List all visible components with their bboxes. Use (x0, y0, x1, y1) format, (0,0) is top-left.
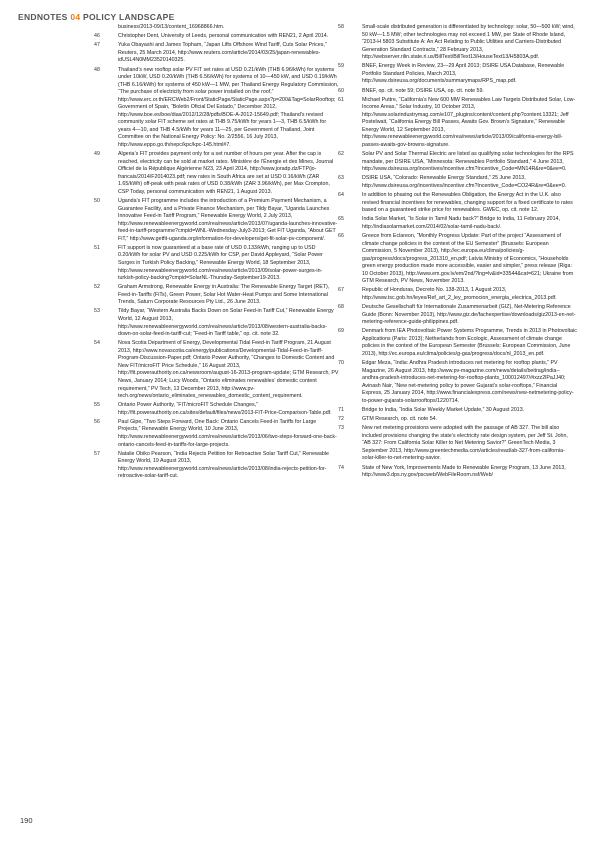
endnote-number: 66 (338, 232, 344, 239)
endnote-number: 69 (338, 328, 344, 335)
header-prefix: ENDNOTES (18, 12, 68, 22)
endnote-number: 48 (94, 66, 100, 73)
endnote-text: New net metering provisions were adopted with the passage of AB 327. The bill also included provisions changing the state’s electricity rate design system, per Jeff St. John, “AB 327: From California Solar Killer to Net Metering Savior?” GreenTech Media, 3 September 2013, http://www.greentechmedia.com/articles/read/ab-327-from-california-solar-killer-to-net-metering-savior. (362, 425, 568, 462)
endnote-text: Algeria’s FIT provides payment only for a set number of hours per year. After the cap is reached, electricity can be sold at market rates. Ministère de l’Énergie et des Mines, Journal Officiel de la République Algérienne N23, 23 April 2014, http://www.joradp.dz/FTP/jo-francais/2014/F2014023.pdf; new rates in South Africa are set at USD 0.16/kWh (ZAR 1.65/kWh) off-peak with peak rates of USD 0.38/kWh (ZAR 3.96/kWh), per Max Crompton, CSP Today, personal communication with REN21, 1 August 2013. (118, 151, 334, 195)
endnote-text: GTM Research, op. cit. note 54. (362, 416, 438, 423)
endnote-text: FIT support is now guaranteed at a base rate of USD 0.133/kWh, ranging up to USD 0.20/kWh for solar PV and USD 0.225/kWh for CSP, per David Appleyard, “Solar Power Surges in Turkish Policy Backing,” Renewable Energy World, 18 September 2013, http://www.renewableenergyworld.com/rea/news/article/2013/09/solar-power-surges-in-turkish-policy-backing?cmpid=SolarNL-Thursday-September19-2013. (118, 244, 323, 282)
endnotes-right-column (338, 24, 578, 481)
endnote (338, 151, 578, 174)
endnote-text: India Solar Market, “Is Solar in Tamil Nadu back?” Bridge to India, 11 February 2014, http://indiasolarmarket.com/2014/02/solar-tamil-nadu-back/. (362, 216, 560, 230)
endnote (94, 419, 339, 449)
endnote-text: Tildy Bayar, “Western Australia Backs Down on Solar Feed-in Tariff Cut,” Renewable Energy World, 12 August 2013, http://www.renewableenergyworld.com/rea/news/article/2013/08/western-australia-backs-down-on-solar-feed-in-tariff-cut; “Feed-in Tariff table,” op. cit. note 32. (118, 308, 334, 338)
endnote-text: Graham Armstrong, Renewable Energy in Australia: The Renewable Energy Target (RET), Feed-in-Tariffs (FiTs), Green Power, Solar Hot Water-Heat Pumps and Some International Trends, Saturn Corporate Resources Pty Ltd., 26 June 2013. (118, 284, 330, 306)
header-title: POLICY LANDSCAPE (83, 12, 175, 22)
endnote-number: 65 (338, 216, 344, 223)
endnote (338, 175, 578, 190)
endnote (338, 216, 578, 231)
endnote-text: Deutsche Gesellschaft für Internationale Zusammenarbeit (GIZ), Net-Metering Reference Guide (Bonn: November 2013), http://www.giz.de/fachexpertise/downloads/giz2013-en-net-metering-reference-guide-philippines.pdf. (362, 304, 576, 326)
endnote-text: Greece from Eclareon, “Monthly Progress Update: Part of the project “Assessment of climate change policies in the context of the EU Semester” (Brussels: European Commission, 5 November 2013), http://ec.europa.eu/clima/policies/g-gas/progress/docs/progress_201310_en.pdf; Latvia Ministry of Economics, “Households green energy production made more accessible, easier and simpler,” press release (Riga: 10 October 2013), http://www.em.gov.lv/em/2nd/?lng=lv&id=33544&cat=621; Ukraine from GTM Research, PV News, November 2013. (362, 232, 574, 285)
endnote (338, 97, 578, 150)
endnote (338, 24, 578, 62)
endnote-number: 62 (338, 151, 344, 158)
endnote-number: 61 (338, 96, 344, 103)
endnote (338, 425, 578, 463)
endnote-text: Bridge to India, “India Solar Weekly Market Update,” 30 August 2013. (362, 406, 525, 413)
endnote-number: 51 (94, 244, 100, 251)
endnote-text: BNEF, Energy Week in Review, 23—29 April 2013; DSIRE USA Database, Renewable Portfolio Standard Policies, March 2013, http://www.dsireusa.org/documents/summarymaps/RPS_map.pdf. (362, 63, 565, 85)
endnote-number: 56 (94, 418, 100, 425)
endnote (338, 63, 578, 86)
endnote-text: Solar PV and Solar Thermal Electric are listed as qualifying solar technologies for the RPS mandate, per DSIRE USA, “Minnesota: Renewables Portfolio Standard,” 4 June 2013, http://www.dsireusa.org/incentives/incentive.cfm?Incentive_Code=MN14R&re=0&ee=0. (362, 151, 574, 173)
endnote (94, 402, 339, 417)
endnote (338, 360, 578, 405)
endnote-text: Christopher Dent, University of Leeds, personal communication with REN21, 2 April 2014. (118, 33, 329, 40)
endnote-text: State of New York, Improvements Made to Renewable Energy Program, 13 June 2013, http://www3.dps.ny.gov/pscweb/WebFileRoom.nsf/Web/ (362, 464, 566, 479)
endnote-text: Michael Puttre, “California’s New 600 MW Renewables Law Targets Distributed Solar, Low-Income Areas,” Solar Industry, 10 October 2013, http://www.solarindustrymag.com/e107_plugins/content/content.php?content.13321; Jeff Postelwait, “California Energy Bill Passes, Awaits Gov. Brown’s Signature,” Renewable Energy World, 12 September 2013, http://www.renewableenergyworld.com/rea/news/article/2013/09/california-energy-bill-passes-awaits-gov-browns-signature. (362, 96, 576, 148)
endnote-number: 47 (94, 42, 100, 49)
endnote-number: 68 (338, 304, 344, 311)
endnote (94, 33, 339, 41)
endnote (94, 284, 339, 307)
endnote-text: Ontario Power Authority, “FIT/microFIT Schedule Changes,” http://fit.powerauthority.on.ca/sites/default/files/news/2013-FIT-Price-Comparison-Table.pdf. (118, 402, 332, 416)
endnote (338, 465, 578, 480)
section-header (18, 12, 175, 22)
endnote-text: Edgar Meza, “India: Andhra Pradesh introduces net metering for rooftop plants,” PV Magazine, 26 August 2013, http://www.pv-magazine.com/news/details/beitrag/india--andhra-pradesh-introduces-net-metering-for-rooftop-plants_100012497/#ixzz2lPaJJ40; Avinash Nair, “New net-metering policy to power Gujarat’s solar-rooftops,” Financial Express, 25 January 2014, http://www.financialexpress.com/news/new-netmetering-policy-to-power-gujarats-solarrooftops/1220714. (362, 360, 574, 404)
endnote-text: Uganda’s FIT programme includes the introduction of a Premium Payment Mechanism, a Guarantee Facility, and a Private Finance Mechanism, per Tildy Bayar, “Uganda Launches Innovative Feed-in Tariff Program,” Renewable Energy World, 2 July 2013, http://www.renewableenergyworld.com/rea/news/article/2013/07/uganda-launches-innovative-feed-in-tariff-programme?cmpid=WNL-Wednesday-July3-2013; Get FiT Uganda, “About GET FiT,” http://www.getfit-uganda.org/information-for-developers/get-fit-solar-pv-component/. (118, 198, 338, 242)
endnote-number: 59 (338, 63, 344, 70)
page-number: 190 (20, 816, 33, 825)
endnote-text: In addition to phasing out the Renewables Obligation, the Energy Act in the U.K. also revised financial incentives for renewables, changing support for a fixed certificate to rates based on a guaranteed strike price for renewables. GWEC, op. cit. note 12. (362, 192, 573, 214)
endnote-text: Denmark from IEA Photovoltaic Power Systems Programme, Trends in 2013 in Photovoltaic Applications (Paris: 2013); Netherlands from Ecologic, Assessment of climate change policies in the context of the European Semester (Brussels: European Commission, June 2013), http://ec.europa.eu/clima/policies/g-gas/progress/docs/nl_2013_en.pdf. (362, 328, 577, 357)
endnote-number: 73 (338, 425, 344, 432)
endnote (338, 88, 578, 96)
endnote (338, 304, 578, 327)
header-chapter-number: 04 (70, 12, 81, 22)
endnote (94, 67, 339, 150)
endnote-number: 70 (338, 360, 344, 367)
endnote-number: 60 (338, 87, 344, 94)
endnote-number: 50 (94, 198, 100, 204)
endnote (338, 287, 578, 302)
endnote-text: Paul Gipe, “Two Steps Forward, One Back: Ontario Cancels Feed-in Tariffs for Large Projects,” Renewable Energy World, 10 June 2013, http://www.renewableenergyworld.com/rea/news/article/2013/06/two-steps-forward-one-back-ontario-cancels-feed-in-tariffs-for-large-projects. (118, 418, 337, 448)
endnote-number: 57 (94, 450, 100, 457)
endnote-number: 58 (338, 24, 344, 30)
endnote-number: 71 (338, 406, 344, 413)
endnote-number: 52 (94, 284, 100, 291)
endnote (338, 407, 578, 415)
endnote-text: Small-scale distributed generation is differentiated by technology: solar, 50—500 kW; wind, 50 kW—1.5 MW; other technologies may not exceed 1 MW, per State of Rhode Island, “2013-H 5803 Substitute A: An Act Relating to Public Utilities and Carriers-Distributed Generation Standard Contracts,” 28 February 2013, http://webserver.rilin.state.ri.us/BillText/BillText13/HouseText13/H5803A.pdf. (362, 24, 575, 61)
endnote-number: 53 (94, 308, 100, 315)
endnote-number: 55 (94, 402, 100, 409)
endnote (338, 328, 578, 358)
endnote-text: business/2013-09/13/content_16968866.htm. (118, 24, 225, 30)
endnote (338, 192, 578, 215)
endnote (94, 245, 339, 283)
endnote-text: Yuka Obayashi and James Topham, “Japan Lifts Offshore Wind Tariff, Cuts Solar Prices,” Reuters, 25 March 2014, http://www.reuters.com/article/2014/03/25/japan-renewables-idUSL4N0MM23520140325. (118, 42, 327, 64)
endnote (94, 308, 339, 338)
endnote-number: 54 (94, 340, 100, 347)
endnote-number: 49 (94, 151, 100, 158)
endnote (94, 198, 339, 243)
endnote-number: 74 (338, 464, 344, 471)
endnote-number: 46 (94, 33, 100, 40)
endnote-text: Natalie Obiko Pearson, “India Rejects Petition for Retroactive Solar Tariff Cut,” Renewable Energy World, 19 August 2013, http://www.renewableenergyworld.com/rea/news/article/2013/08/india-rejects-petition-for-retroactive-solar-tariff-cut. (118, 450, 329, 480)
endnote-number: 67 (338, 287, 344, 294)
endnote (94, 451, 339, 481)
endnote (94, 340, 339, 400)
endnote-number: 64 (338, 192, 344, 199)
endnote-text: Thailand’s new rooftop solar PV FIT set rates at USD 0.21/kWh (THB 6.96/kWh) for systems under 10kW, USD 0.20/kWh (THB 6.56/kWh) for systems of 10—450 kW, and USD 0.19/kWh (THB 6.16/kWh) for systems of 450 kW—1 MW, per Thailand Energy Regulatory Commission, “The purchase of electricity from solar power installed on the roof,” http://www.erc.or.th/ERCWeb2/Front/StaticPage/StaticPage.aspx?p=200&Tag=SolarRooftop; Government of Spain, “Boletín Oficial Del Estado,” December 2012, http://www.boe.es/boe/dias/2012/12/28/pdfs/BOE-A-2012-15649.pdf; Thailand’s revised community solar FIT scheme set rates at THB 9.75/kWh for years 1—3, THB 6.5/kWh for years 4—10, and THB 4.5/kWh for years 11—25, per Government of Thailand, Joint Committee on the National Energy Policy: No. 2/2556, 16 July 2013, http://www.eppo.go.th/nepc/kpc/kpc-145.html#7. (118, 66, 339, 148)
endnote-text: Republic of Honduras, Decreto No. 138-2013, 1 August 2013, http://www.tsc.gob.hn/leyes/Ref_art_2_ley_promocion_energia_electrica_2013.pdf. (362, 287, 557, 301)
endnote (94, 24, 339, 32)
endnote (338, 233, 578, 286)
endnote-text: DSIRE USA, “Colorado: Renewable Energy Standard,” 25 June 2013, http://www.dsireusa.org/incentives/incentive.cfm?Incentive_Code=CO24R&re=0&ee=0. (362, 175, 567, 189)
endnote-number: 63 (338, 175, 344, 182)
endnote-number: 72 (338, 416, 344, 423)
endnotes-left-column (94, 24, 339, 482)
endnote (94, 42, 339, 65)
endnote-text: BNEF, op. cit. note 59; DSIRE USA, op. cit. note 59. (362, 87, 484, 94)
endnote-text: Nova Scotia Department of Energy, Developmental Tidal Feed-in Tariff Program, 21 August 2013, http://www.novascotia.ca/energy/publications/Developmental-Tidal-Feed-in-Tariff-Program-Discussion-Paper.pdf; Ontario Power Authority, “Changes to Domestic Content and New FIT/microFIT Price Schedule,” 16 August 2013, http://fit.powerauthority.on.ca/newsroom/august-16-2013-program-update; GTM Research, PV News, January 2014; Lucy Woods, “Ontario eliminates renewables’ domestic content requirement,” PV Tech, 13 December 2013, http://www.pv-tech.org/news/ontario_eliminates_renewables_domestic_content_requirement. (118, 340, 339, 400)
endnote (94, 151, 339, 196)
endnote (338, 416, 578, 424)
